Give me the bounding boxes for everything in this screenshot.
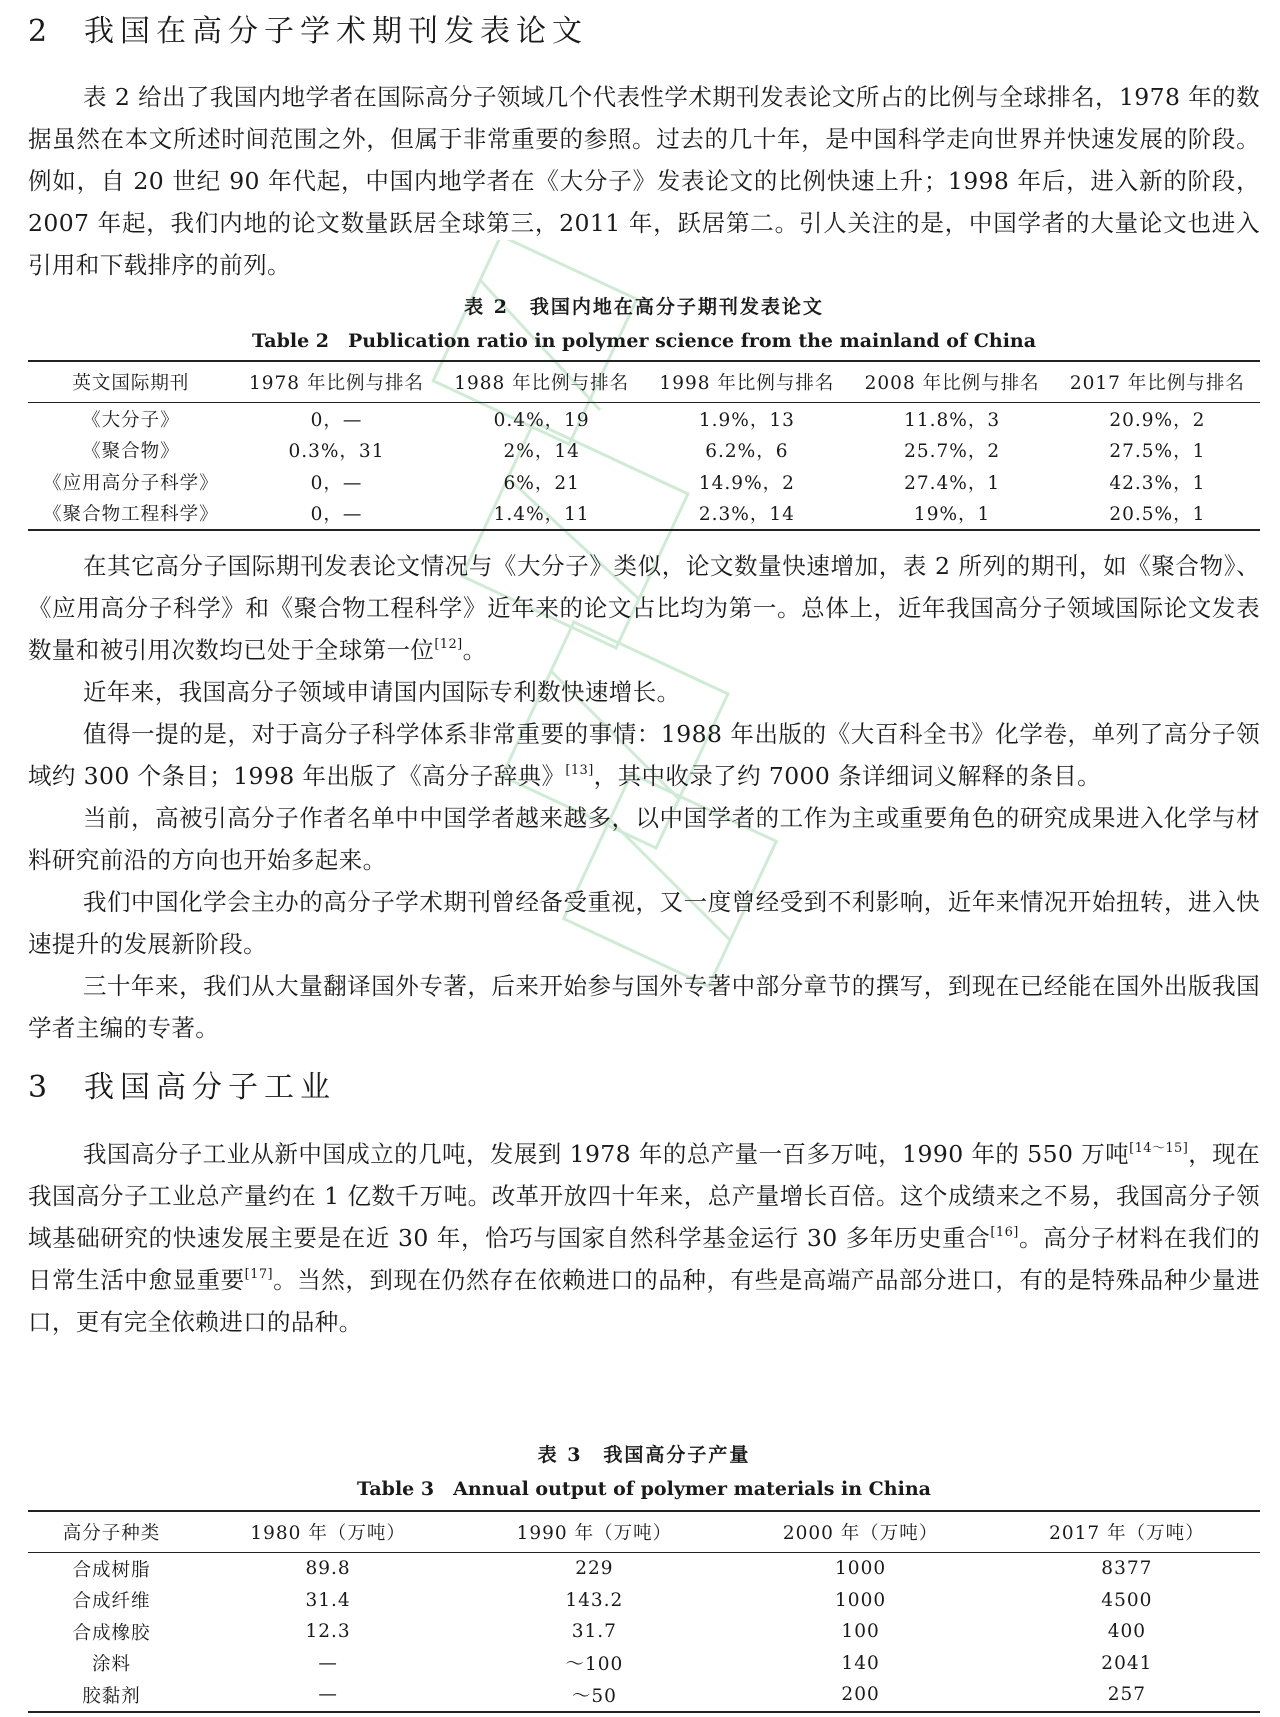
table-row [28,498,1260,531]
table-cell: 涂料 [91,1654,131,1676]
table-cell: 合成树脂 [72,1559,151,1581]
table-cell: 143.2 [565,1589,624,1611]
body-paragraph-5: 我们中国化学会主办的高分子学术期刊曾经备受重视，又一度曾经受到不利影响，近年来情况开始扭转，进入快速提升的发展新阶段。 [28,888,1260,958]
table-cell: 2041 [1101,1652,1153,1674]
table-cell: — [318,1652,338,1674]
table-cell: 27.4%，1 [904,472,1001,494]
table-cell: 1.4%，11 [439,498,644,531]
body-paragraph-1: 在其它高分子国际期刊发表论文情况与《大分子》类似，论文数量快速增加，表 2 所列的期刊，如《聚合物》、《应用高分子科学》和《聚合物工程科学》近年来的论文占比均为第一。总体上，近年我国高分子领域国际论文发表数量和被引用次数均已处于全球第一位[12]。 [28,552,1260,664]
table-2-header: 1988 年比例与排名 [439,361,644,403]
table-cell: 27.5%，1 [1109,441,1206,463]
table-cell: 42.3%，1 [1109,472,1206,494]
table-cell: 6.2%，6 [705,441,789,463]
citation-ref: [12] [434,637,463,652]
section-2-number: 2 [28,14,48,49]
table-row [28,1648,1260,1680]
table-2-header-row [28,361,1260,403]
table-cell: 《聚合物工程科学》 [28,498,234,531]
section-2-title: 我国在高分子学术期刊发表论文 [84,14,588,49]
table-cell: 合成橡胶 [72,1622,151,1644]
table-row [28,1553,1260,1585]
table-3-header: 2017 年（万吨） [994,1511,1260,1553]
table-3-header: 1980 年（万吨） [195,1511,461,1553]
table-cell: 0，— [310,472,363,494]
table-cell: 2.3%，14 [644,498,849,531]
table-cell: ～100 [565,1654,624,1676]
table-3-header: 高分子种类 [28,1511,195,1553]
table-cell: 6%，21 [503,472,580,494]
citation-ref: [13] [565,763,594,778]
table-row [28,403,1260,435]
table-cell: ～50 [461,1679,727,1712]
table-cell: 31.7 [571,1621,617,1643]
table-cell: 合成纤维 [72,1591,151,1613]
table-cell: 11.8%，3 [904,409,1001,431]
table-cell: 12.3 [305,1621,351,1643]
table-3-caption-en: Table 3 Annual output of polymer materials in China [357,1478,931,1500]
table-row [28,435,1260,467]
table-cell: 0.3%，31 [288,441,385,463]
body-paragraph-2: 近年来，我国高分子领域申请国内国际专利数快速增长。 [83,678,681,706]
table-cell: 19%，1 [850,498,1055,531]
table-2 [28,360,1260,531]
table-cell: 4500 [1101,1589,1153,1611]
table-row [28,1679,1260,1712]
table-cell: 200 [727,1679,993,1712]
table-cell: 20.9%，2 [1109,409,1206,431]
table-cell: 31.4 [305,1589,351,1611]
citation-ref: [16] [990,1225,1019,1240]
table-3-header: 1990 年（万吨） [461,1511,727,1553]
table-cell: 25.7%，2 [904,441,1001,463]
table-2-header: 1998 年比例与排名 [644,361,849,403]
section-3-heading [28,1062,336,1106]
body-paragraph-4: 当前，高被引高分子作者名单中中国学者越来越多，以中国学者的工作为主或重要角色的研究成果进入化学与材料研究前沿的方向也开始多起来。 [28,804,1260,874]
body-paragraph-6: 三十年来，我们从大量翻译国外专著，后来开始参与国外专著中部分章节的撰写，到现在已经能在国外出版我国学者主编的专著。 [28,972,1260,1042]
table-cell: 1000 [835,1589,887,1611]
table-cell: 1.9%，13 [698,409,795,431]
table-cell: 0，— [234,498,439,531]
table-cell: 《大分子》 [82,409,180,431]
table-cell: 140 [841,1652,880,1674]
table-2-header: 2017 年比例与排名 [1055,361,1260,403]
table-2-header: 2008 年比例与排名 [850,361,1055,403]
table-2-caption-zh: 表 2 我国内地在高分子期刊发表论文 [464,296,824,318]
table-cell: — [195,1679,461,1712]
table-cell: 400 [1107,1621,1146,1643]
section-3-number: 3 [28,1070,48,1105]
table-cell: 0，— [310,409,363,431]
table-3-header-row [28,1511,1260,1553]
citation-ref: [17] [244,1267,273,1282]
table-cell: 14.9%，2 [698,472,795,494]
table-cell: 20.5%，1 [1055,498,1260,531]
table-cell: 100 [841,1621,880,1643]
table-3-caption-zh: 表 3 我国高分子产量 [537,1444,751,1466]
table-cell: 《应用高分子科学》 [43,472,219,494]
citation-ref: [14～15] [1129,1141,1189,1156]
table-cell: 《聚合物》 [82,441,180,463]
table-cell: 1000 [835,1558,887,1580]
section-3-title: 我国高分子工业 [84,1070,336,1105]
table-cell: 0.4%，19 [493,409,590,431]
section-2-heading [28,6,588,50]
table-3 [28,1510,1260,1713]
table-cell: 胶黏剂 [28,1679,195,1712]
section-3-paragraph: 我国高分子工业从新中国成立的几吨，发展到 1978 年的总产量一百多万吨，1990 年的 550 万吨[14～15]，现在我国高分子工业总产量约在 1 亿数千万吨。改革开放四十年来，总产量增长百倍。这个成绩来之不易，我国高分子领域基础研究的快速发展主要是在近 30 年，恰巧与国家自然科学基金运行 30 多年历史重合[16]。高分子材料在我们的日常生活中愈显重要[17]。当然，到现在仍然存在依赖进口的品种，有些是高端产品部分进口，有的是特殊品种少量进口，更有完全依赖进口的品种。 [28,1140,1261,1336]
table-cell: 229 [575,1558,614,1580]
table-cell: 2%，14 [503,441,580,463]
table-row [28,466,1260,498]
table-cell: 257 [994,1679,1260,1712]
table-3-header: 2000 年（万吨） [727,1511,993,1553]
section-2-paragraph: 表 2 给出了我国内地学者在国际高分子领域几个代表性学术期刊发表论文所占的比例与全球排名，1978 年的数据虽然在本文所述时间范围之外，但属于非常重要的参照。过去的几十年，是中国科学走向世界并快速发展的阶段。例如，自 20 世纪 90 年代起，中国内地学者在《大分子》发表论文的比例快速上升；1998 年后，进入新的阶段，2007 年起，我们内地的论文数量跃居全球第三，2011 年，跃居第二。引人关注的是，中国学者的大量论文也进入引用和下载排序的前列。 [28,83,1260,279]
table-2-caption-en: Table 2 Publication ratio in polymer science from the mainland of China [251,330,1037,352]
table-row [28,1585,1260,1617]
body-paragraph-3: 值得一提的是，对于高分子科学体系非常重要的事情：1988 年出版的《大百科全书》化学卷，单列了高分子领域约 300 个条目；1998 年出版了《高分子辞典》[13]，其中收录了约 7000 条详细词义解释的条目。 [28,720,1260,790]
table-row [28,1616,1260,1648]
table-2-header: 1978 年比例与排名 [234,361,439,403]
table-cell: 89.8 [305,1558,351,1580]
table-2-header: 英文国际期刊 [28,361,234,403]
table-cell: 8377 [1101,1558,1153,1580]
